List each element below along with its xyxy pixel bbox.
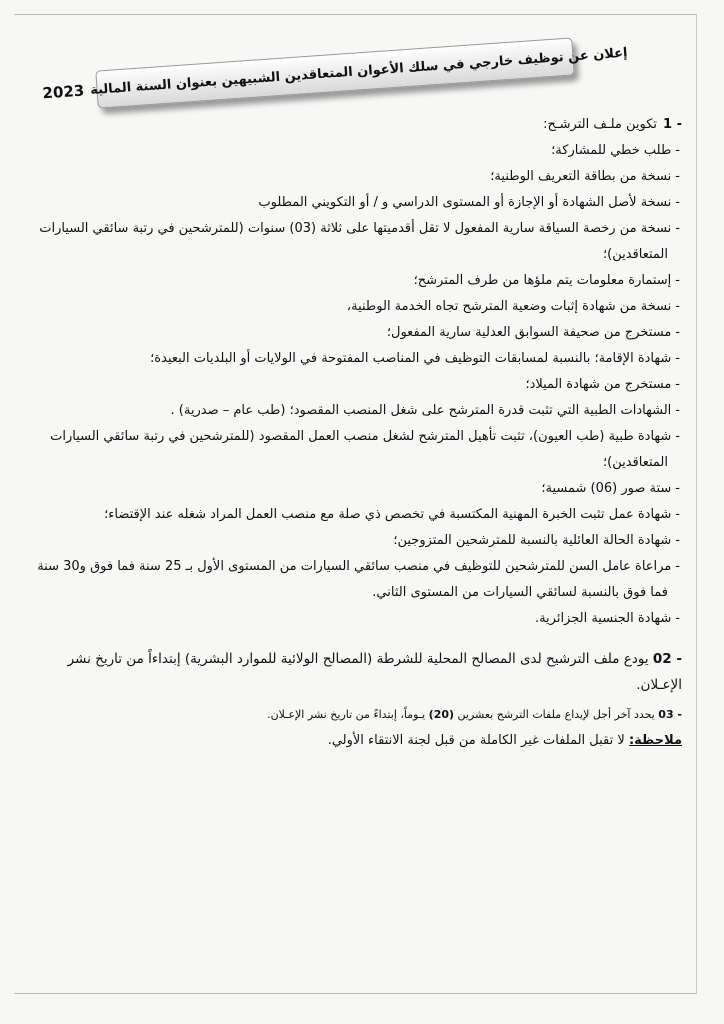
requirement-text: طلب خطي للمشاركة؛: [551, 143, 672, 158]
requirement-item: -شهادة الحالة العائلية بالنسبة للمترشحين المتزوجين؛: [393, 533, 680, 548]
requirement-item: -شهادة الإقامة؛ بالنسبة لمسابقات التوظيف في المناصب المفتوحة في الولايات أو البلديات البعيدة؛: [150, 351, 680, 366]
section-1-title: تكوين ملـف الترشـح:: [543, 117, 658, 132]
note: [24, 728, 682, 754]
requirement-item: -مستخرج من صحيفة السوابق العدلية سارية المفعول؛: [386, 325, 680, 340]
section-3-text-before: يحدد آخر أجل لإيداع ملفات الترشح بعشرين: [457, 708, 655, 721]
requirement-item: -نسخة من بطاقة التعريف الوطنية؛: [490, 169, 680, 184]
requirement-item: -شهادة عمل تثبت الخبرة المهنية المكتسبة في تخصص ذي صلة مع منصب العمل المراد شغله عند الإقتضاء؛: [104, 507, 680, 522]
note-text: لا تقبل الملفات غير الكاملة من قبل لجنة الانتقاء الأولي.: [327, 733, 625, 748]
section-2: [24, 646, 682, 698]
section-3: [24, 702, 682, 728]
requirement-text: نسخة من رخصة السياقة سارية المفعول لا تقل أقدميتها على ثلاثة (03) سنوات (للمترشحين في رتبة سائقي السيارات المتعاقدين)؛: [39, 221, 672, 262]
section-3-text-after: يـوماً، إبتداءً من تاريخ نشر الإعـلان.: [267, 708, 426, 721]
requirement-item: -إستمارة معلومات يتم ملؤها من طرف المترشح؛: [413, 273, 680, 288]
section-3-number: 03 -: [658, 708, 682, 721]
document-body: [24, 112, 682, 754]
section-2-number: 02 -: [652, 651, 682, 667]
note-label: ملاحظة:: [628, 733, 682, 748]
requirement-text: مستخرج من شهادة الميلاد؛: [525, 377, 672, 392]
requirement-text: مستخرج من صحيفة السوابق العدلية سارية المفعول؛: [386, 325, 672, 340]
requirement-item: -مراعاة عامل السن للمترشحين للتوظيف في منصب سائقي السيارات من المستوى الأول بـ 25 سنة فما فوق و30 سنة فما فوق بالنسبة لسائقي السيارات من المستوى الثاني.: [37, 559, 680, 600]
requirement-item: -شهادة الجنسية الجزائرية.: [534, 611, 680, 626]
requirement-item: -مستخرج من شهادة الميلاد؛: [525, 377, 680, 392]
requirement-item: -نسخة لأصل الشهادة أو الإجازة أو المستوى الدراسي و / أو التكويني المطلوب: [258, 195, 680, 210]
requirement-item: -نسخة من شهادة إثبات وضعية المترشح تجاه الخدمة الوطنية،: [346, 299, 680, 314]
title-text: إعلان عن توظيف خارجي في سلك الأعوان المتعاقدين الشبيهين بعنوان السنة المالية: [89, 45, 628, 98]
requirements-list: [24, 138, 682, 632]
requirement-item: -طلب خطي للمشاركة؛: [551, 143, 680, 158]
requirement-text: شهادة طبية (طب العيون)، تثبت تأهيل المترشح لشغل منصب العمل المقصود (للمترشحين في رتبة سائقي السيارات المتعاقدين)؛: [50, 429, 672, 470]
requirement-text: شهادة الجنسية الجزائرية.: [534, 611, 672, 626]
requirement-text: مراعاة عامل السن للمترشحين للتوظيف في منصب سائقي السيارات من المستوى الأول بـ 25 سنة فما فوق و30 سنة فما فوق بالنسبة لسائقي السيارات من المستوى الثاني.: [37, 559, 672, 600]
requirement-text: نسخة من بطاقة التعريف الوطنية؛: [490, 169, 672, 184]
requirement-text: شهادة الحالة العائلية بالنسبة للمترشحين المتزوجين؛: [393, 533, 672, 548]
requirement-item: -شهادة طبية (طب العيون)، تثبت تأهيل المترشح لشغل منصب العمل المقصود (للمترشحين في رتبة سائقي السيارات المتعاقدين)؛: [50, 429, 680, 470]
requirement-text: نسخة من شهادة إثبات وضعية المترشح تجاه الخدمة الوطنية،: [346, 299, 672, 314]
requirement-text: إستمارة معلومات يتم ملؤها من طرف المترشح؛: [413, 273, 672, 288]
section-3-days: (20): [428, 708, 455, 721]
section-2-text: يودع ملف الترشيح لدى المصالح المحلية للشرطة (المصالح الولائية للموارد البشرية) إبتداءاً من تاريخ نشر الإعـلان.: [67, 651, 682, 693]
section-1-number: 1 -: [663, 117, 682, 132]
requirement-item: -نسخة من رخصة السياقة سارية المفعول لا تقل أقدميتها على ثلاثة (03) سنوات (للمترشحين في رتبة سائقي السيارات المتعاقدين)؛: [39, 221, 680, 262]
requirement-text: ستة صور (06) شمسية؛: [541, 481, 672, 496]
requirement-text: نسخة لأصل الشهادة أو الإجازة أو المستوى الدراسي و / أو التكويني المطلوب: [258, 195, 672, 210]
requirement-item: -الشهادات الطبية التي تثبت قدرة المترشح على شغل المنصب المقصود؛ (طب عام – صدرية) .: [170, 403, 680, 418]
requirement-text: الشهادات الطبية التي تثبت قدرة المترشح على شغل المنصب المقصود؛ (طب عام – صدرية) .: [170, 403, 672, 418]
section-1-heading: [24, 112, 682, 138]
requirement-text: شهادة الإقامة؛ بالنسبة لمسابقات التوظيف في المناصب المفتوحة في الولايات أو البلديات البعيدة؛: [150, 351, 672, 366]
requirement-item: -ستة صور (06) شمسية؛: [541, 481, 680, 496]
requirement-text: شهادة عمل تثبت الخبرة المهنية المكتسبة في تخصص ذي صلة مع منصب العمل المراد شغله عند الإقتضاء؛: [104, 507, 672, 522]
title-year: 2023: [41, 81, 85, 103]
